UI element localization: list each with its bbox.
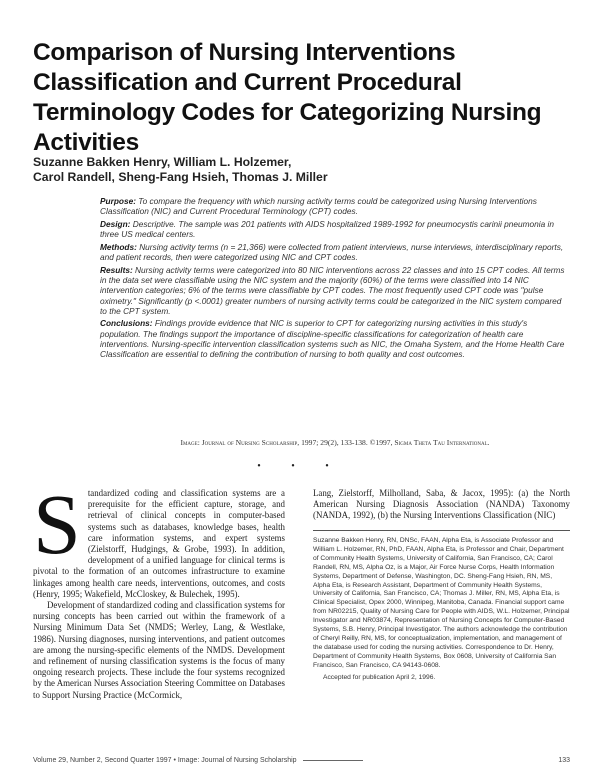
body-paragraph-2: Development of standardized coding and classification systems for nursing concepts has been carried out within the framework of a Nursing Minimum Data Set (NMDS; Werley, Lang, & Westlake, 1986). Nursing diagnoses, nursing interventions, and patient outcomes are among the nursing-specific elements of the NMDS. Development and refinement of nursing classification systems is the focus of many ongoing research projects. These include the four systems recognized by the American Nurses Association Steering Committee on Databases to Support Nursing Practice (McCormick, — [33, 600, 285, 700]
footer-rule — [303, 760, 363, 761]
page-footer — [33, 757, 570, 764]
design-label: Design: — [100, 218, 131, 229]
accepted-date: Accepted for publication April 2, 1996. — [323, 673, 436, 681]
author-note-text: Suzanne Bakken Henry, RN, DNSc, FAAN, Alpha Eta, is Associate Professor and William L. Holzemer, RN, PhD, FAAN, Alpha Eta, is Professor and Chair, Department of Community Health Systems, University of California, San Francisco, CA; Carol Randell, RN, MS, Alpha Oz, is a Major, Air Force Nurse Corps, Health Information Systems, Department of Defense, Washington, DC. Sheng-Fang Hsieh, RN, MS, Alpha Eta, is Research Assistant, Department of Community Health Systems, University of California, San Francisco, CA; Thomas J. Miller, RN, MS, Alpha Eta, is Clinical Specialist, Opex 2000, Winnipeg, Manitoba, Canada. Financial support came from NR02215, Quality of Nursing Care for People with AIDS, W.L. Holzemer, Principal Investigator and NR03874, Representation of Nursing Concepts for Computer-Based Systems, S.B. Henry, Principal Investigator. The authors acknowledge the contribution of Cheryl Reilly, RN, MS, for conceptualization, implementation, and management of the database used for coding the nursing activities. Correspondence to Dr. Henry, Department of Community Health Systems, Box 0608, University of California San Francisco, San Francisco, CA 94143-0608. — [313, 537, 570, 669]
methods-label: Methods: — [100, 241, 137, 252]
author-affiliation-note — [313, 530, 570, 683]
author-list — [33, 155, 573, 185]
body-paragraph-1 — [33, 476, 285, 600]
conclusions-text: Findings provide evidence that NIC is superior to CPT for categorizing nursing activities in this study's population. The findings support the importance of discipline-specific classifications for categorization of health care interventions. Nursing-specific intervention classification systems such as NIC, the Omaha System, and the Home Health Care Classification are essential to defining the contribution of nursing to both quality and cost outcomes. — [100, 318, 565, 360]
body-right-text: Lang, Zielstorff, Milholland, Saba, & Jacox, 1995): (a) the North American Nursing Diagnosis Association (NANDA) Taxonomy (NANDA, 1992), (b) the Nursing Interventions Classification (NIC) — [313, 488, 570, 521]
journal-citation: Image: Journal of Nursing Scholarship, 1997; 29(2), 133-138. ©1997, Sigma Theta Tau International. — [180, 438, 490, 447]
abstract-design — [100, 219, 570, 240]
abstract-results — [100, 265, 570, 316]
author-line-1: Suzanne Bakken Henry, William L. Holzemer, — [33, 155, 292, 169]
body-column-right — [313, 488, 570, 522]
results-label: Results: — [100, 264, 133, 275]
purpose-label: Purpose: — [100, 196, 136, 206]
footer-journal-info: Volume 29, Number 2, Second Quarter 1997 • Image: Journal of Nursing Scholarship — [33, 757, 297, 764]
abstract-purpose — [100, 196, 570, 217]
drop-cap: S — [33, 476, 81, 572]
results-text: Nursing activity terms were categorized into 80 NIC interventions across 22 classes and into 15 CPT codes. All terms in the data set were classifiable using the NIC system and the majority (60%) of the terms were classified into 14 NIC intervention categories; 6% of the terms were classifiable by CPT codes. The most frequently used CPT code was "pulse oximetry." Significantly (p <.0001) greater numbers of nursing activity terms could be categorized in the NIC system compared to the CPT system. — [100, 264, 565, 316]
author-line-2: Carol Randell, Sheng-Fang Hsieh, Thomas J. Miller — [33, 170, 328, 184]
body-column-left — [33, 476, 285, 701]
purpose-text: To compare the frequency with which nursing activity terms could be categorized using Nursing Interventions Classification (NIC) and Current Procedural Terminology (CPT) codes. — [100, 196, 537, 217]
abstract-conclusions — [100, 318, 570, 359]
section-separator: • • • — [257, 461, 343, 472]
methods-text: Nursing activity terms (n = 21,366) were collected from patient interviews, nurse interviews, interdisciplinary reports, and patient records, then were categorized using NIC and CPT codes. — [100, 241, 564, 263]
abstract-methods — [100, 242, 570, 263]
design-text: Descriptive. The sample was 201 patients with AIDS hospitalized 1989-1992 for pneumocystis carinii pneumonia in three US medical centers. — [100, 218, 554, 240]
page-number: 133 — [558, 757, 570, 764]
article-title: Comparison of Nursing Interventions Classification and Current Procedural Terminology Codes for Categorizing Nursing Activities — [33, 39, 542, 156]
body-paragraph-1-text: tandardized coding and classification systems are a prerequisite for the efficient capture, storage, and retrieval of clinical concepts in computer-based systems such as databases, knowledge bases, health care information systems, and expert systems (Zielstorff, Hudgings, & Grobe, 1993). In addition, development of a unified language for clinical terms is pivotal to the formation of an outcomes infrastructure to examine linkages among health care needs, interventions, outcomes, and costs (Henry, 1995; Wakefield, McCloskey, & Bulechek, 1995). — [33, 488, 285, 599]
conclusions-label: Conclusions: — [100, 318, 153, 329]
abstract — [100, 196, 570, 362]
